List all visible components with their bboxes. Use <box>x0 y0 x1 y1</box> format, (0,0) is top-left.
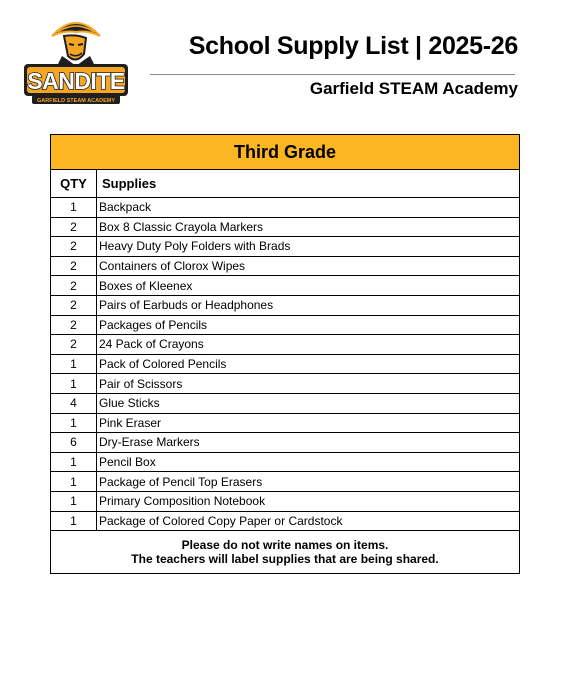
item-qty: 2 <box>51 217 97 237</box>
table-header-row <box>51 170 520 198</box>
item-qty: 2 <box>51 315 97 335</box>
item-qty: 2 <box>51 295 97 315</box>
table-row <box>51 335 520 355</box>
logo-tagline: GARFIELD STEAM ACADEMY <box>36 98 116 104</box>
table-row <box>51 393 520 413</box>
item-name: Pencil Box <box>97 452 520 472</box>
item-name: Primary Composition Notebook <box>97 491 520 511</box>
table-row <box>51 472 520 492</box>
item-qty: 1 <box>51 354 97 374</box>
item-name: Containers of Clorox Wipes <box>97 256 520 276</box>
table-row <box>51 491 520 511</box>
item-qty: 1 <box>51 511 97 531</box>
table-row <box>51 237 520 257</box>
supply-table <box>50 134 520 574</box>
item-qty: 2 <box>51 256 97 276</box>
item-name: Boxes of Kleenex <box>97 276 520 296</box>
supplies-column-header: Supplies <box>97 170 520 198</box>
item-name: Package of Pencil Top Erasers <box>97 472 520 492</box>
note-line-2: The teachers will label supplies that are being shared. <box>131 552 439 567</box>
grade-banner: Third Grade <box>51 135 520 170</box>
table-row <box>51 276 520 296</box>
item-name: Backpack <box>97 198 520 218</box>
table-row <box>51 452 520 472</box>
item-qty: 6 <box>51 433 97 453</box>
school-logo <box>22 14 130 106</box>
item-name: Box 8 Classic Crayola Markers <box>97 217 520 237</box>
table-row <box>51 315 520 335</box>
item-qty: 2 <box>51 276 97 296</box>
item-name: Pair of Scissors <box>97 374 520 394</box>
item-name: Dry-Erase Markers <box>97 433 520 453</box>
table-note <box>51 531 520 574</box>
table-row <box>51 374 520 394</box>
table-row <box>51 413 520 433</box>
pirate-mascot-icon <box>22 14 130 106</box>
table-row <box>51 198 520 218</box>
item-qty: 1 <box>51 374 97 394</box>
table-row <box>51 295 520 315</box>
header-divider <box>150 74 515 75</box>
table-row <box>51 217 520 237</box>
item-qty: 1 <box>51 472 97 492</box>
item-qty: 1 <box>51 491 97 511</box>
item-name: 24 Pack of Crayons <box>97 335 520 355</box>
page-title: School Supply List | 2025-26 <box>188 32 518 60</box>
item-name: Package of Colored Copy Paper or Cardstock <box>97 511 520 531</box>
note-line-1: Please do not write names on items. <box>181 538 389 553</box>
table-row <box>51 256 520 276</box>
item-qty: 2 <box>51 335 97 355</box>
item-name: Pack of Colored Pencils <box>97 354 520 374</box>
item-qty: 1 <box>51 452 97 472</box>
item-name: Heavy Duty Poly Folders with Brads <box>97 237 520 257</box>
item-name: Pairs of Earbuds or Headphones <box>97 295 520 315</box>
item-name: Pink Eraser <box>97 413 520 433</box>
qty-column-header: QTY <box>51 170 97 198</box>
item-qty: 1 <box>51 198 97 218</box>
item-qty: 1 <box>51 413 97 433</box>
school-name: Garfield STEAM Academy <box>309 79 518 98</box>
table-row <box>51 433 520 453</box>
item-qty: 4 <box>51 393 97 413</box>
table-row <box>51 354 520 374</box>
logo-wordmark: SANDITE <box>27 68 125 94</box>
item-name: Packages of Pencils <box>97 315 520 335</box>
item-name: Glue Sticks <box>97 393 520 413</box>
table-row <box>51 511 520 531</box>
item-qty: 2 <box>51 237 97 257</box>
